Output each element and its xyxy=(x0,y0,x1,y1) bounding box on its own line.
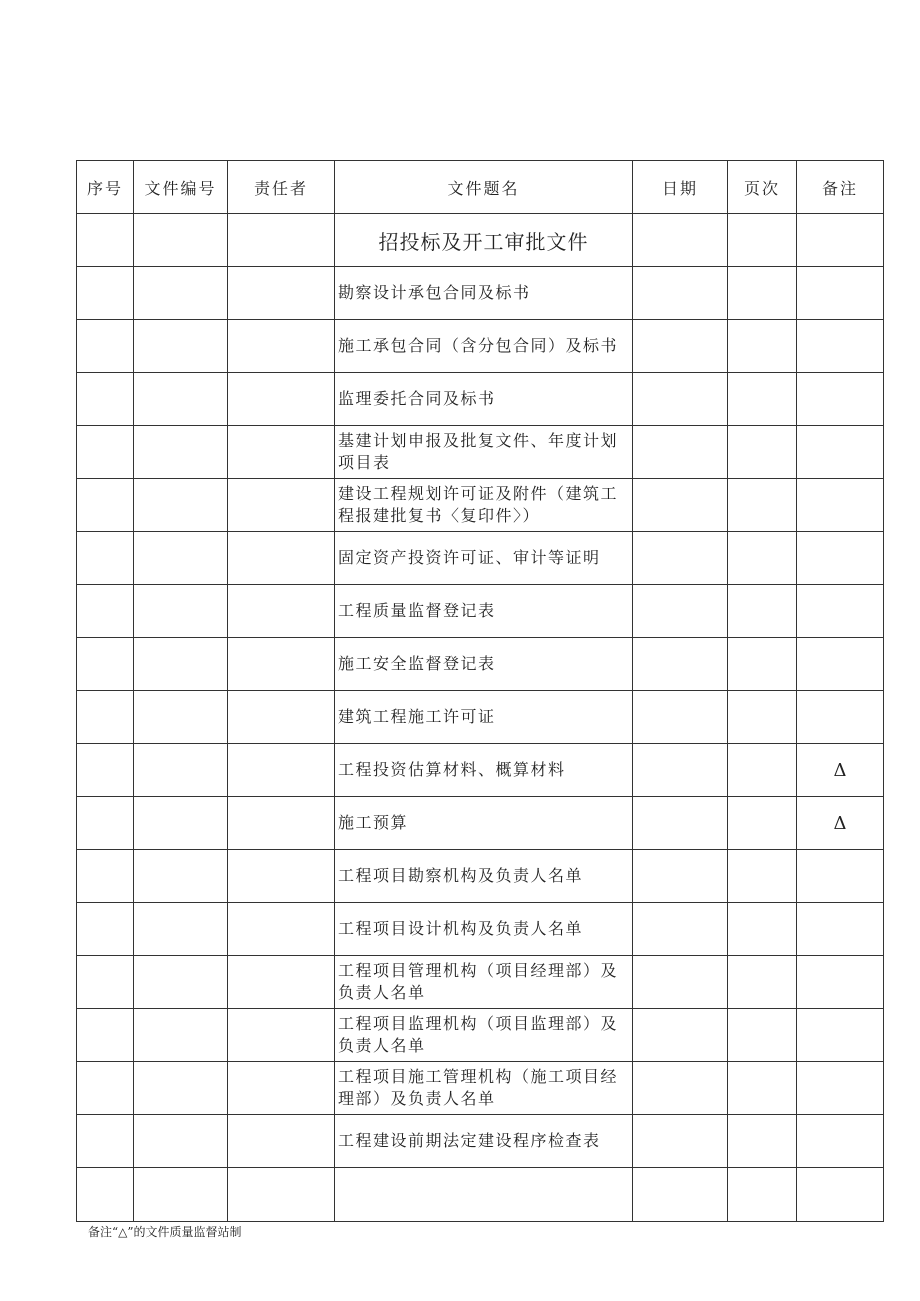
table-row xyxy=(77,479,884,532)
file-number-cell xyxy=(134,532,228,585)
responsible-cell xyxy=(228,850,335,903)
file-number-cell xyxy=(134,744,228,797)
pages-cell xyxy=(728,532,797,585)
file-number-cell xyxy=(134,1115,228,1168)
remark-cell xyxy=(797,532,884,585)
file-title-cell: 工程项目施工管理机构（施工项目经理部）及负责人名单 xyxy=(335,1062,633,1115)
pages-cell xyxy=(728,1115,797,1168)
remark-cell xyxy=(797,1168,884,1222)
pages-cell xyxy=(728,373,797,426)
responsible-cell xyxy=(228,903,335,956)
date-cell xyxy=(633,956,728,1009)
remark-cell xyxy=(797,638,884,691)
table-row xyxy=(77,903,884,956)
table-row xyxy=(77,638,884,691)
remark-cell xyxy=(797,585,884,638)
file-title-cell: 施工安全监督登记表 xyxy=(335,638,633,691)
responsible-cell xyxy=(228,532,335,585)
serial-cell xyxy=(77,214,134,267)
remark-cell xyxy=(797,1115,884,1168)
responsible-cell xyxy=(228,373,335,426)
col-header-remarks: 备注 xyxy=(797,161,884,214)
file-title-cell: 工程投资估算材料、概算材料 xyxy=(335,744,633,797)
table-row xyxy=(77,320,884,373)
responsible-cell xyxy=(228,744,335,797)
remark-cell xyxy=(797,373,884,426)
responsible-cell xyxy=(228,1115,335,1168)
file-number-cell xyxy=(134,797,228,850)
table-row xyxy=(77,585,884,638)
serial-cell xyxy=(77,1062,134,1115)
pages-cell xyxy=(728,797,797,850)
table-row xyxy=(77,1115,884,1168)
remark-cell xyxy=(797,214,884,267)
file-number-cell xyxy=(134,1009,228,1062)
table-row xyxy=(77,1062,884,1115)
file-title-cell: 基建计划申报及批复文件、年度计划项目表 xyxy=(335,426,633,479)
file-number-cell xyxy=(134,267,228,320)
serial-cell xyxy=(77,426,134,479)
date-cell xyxy=(633,691,728,744)
file-number-cell xyxy=(134,426,228,479)
date-cell xyxy=(633,585,728,638)
header-row xyxy=(77,161,884,214)
file-title-cell xyxy=(335,1168,633,1222)
section-row xyxy=(77,214,884,267)
responsible-cell xyxy=(228,1062,335,1115)
file-number-cell xyxy=(134,638,228,691)
file-title-cell: 勘察设计承包合同及标书 xyxy=(335,267,633,320)
date-cell xyxy=(633,744,728,797)
date-cell xyxy=(633,638,728,691)
table-row xyxy=(77,797,884,850)
file-title-cell: 固定资产投资许可证、审计等证明 xyxy=(335,532,633,585)
footnote: 备注“△”的文件质量监督站制 xyxy=(88,1225,242,1239)
pages-cell xyxy=(728,1168,797,1222)
file-number-cell xyxy=(134,850,228,903)
file-title-cell: 工程项目监理机构（项目监理部）及负责人名单 xyxy=(335,1009,633,1062)
date-cell xyxy=(633,850,728,903)
table-row xyxy=(77,744,884,797)
file-title-cell: 建筑工程施工许可证 xyxy=(335,691,633,744)
table-row xyxy=(77,691,884,744)
file-title-cell: 监理委托合同及标书 xyxy=(335,373,633,426)
serial-cell xyxy=(77,691,134,744)
date-cell xyxy=(633,1062,728,1115)
serial-cell xyxy=(77,532,134,585)
responsible-cell xyxy=(228,479,335,532)
responsible-cell xyxy=(228,1168,335,1222)
serial-cell xyxy=(77,1168,134,1222)
serial-cell xyxy=(77,903,134,956)
pages-cell xyxy=(728,267,797,320)
table-row xyxy=(77,373,884,426)
pages-cell xyxy=(728,1062,797,1115)
col-header-file-title: 文件题名 xyxy=(335,161,633,214)
remark-cell: Δ xyxy=(797,744,884,797)
responsible-cell xyxy=(228,638,335,691)
pages-cell xyxy=(728,320,797,373)
pages-cell xyxy=(728,638,797,691)
remark-cell xyxy=(797,691,884,744)
pages-cell xyxy=(728,903,797,956)
file-title-cell: 工程项目设计机构及负责人名单 xyxy=(335,903,633,956)
date-cell xyxy=(633,479,728,532)
remark-cell xyxy=(797,1062,884,1115)
remark-cell xyxy=(797,903,884,956)
table-row xyxy=(77,1009,884,1062)
table-row xyxy=(77,956,884,1009)
responsible-cell xyxy=(228,214,335,267)
pages-cell xyxy=(728,479,797,532)
file-number-cell xyxy=(134,1168,228,1222)
file-title-cell: 工程建设前期法定建设程序检查表 xyxy=(335,1115,633,1168)
responsible-cell xyxy=(228,426,335,479)
date-cell xyxy=(633,1168,728,1222)
file-title-cell: 工程项目管理机构（项目经理部）及负责人名单 xyxy=(335,956,633,1009)
table-row xyxy=(77,1168,884,1222)
remark-cell xyxy=(797,479,884,532)
date-cell xyxy=(633,532,728,585)
section-title: 招投标及开工审批文件 xyxy=(335,214,633,267)
serial-cell xyxy=(77,744,134,797)
serial-cell xyxy=(77,320,134,373)
pages-cell xyxy=(728,1009,797,1062)
pages-cell xyxy=(728,956,797,1009)
remark-cell xyxy=(797,956,884,1009)
col-header-file-number: 文件编号 xyxy=(134,161,228,214)
table-row xyxy=(77,532,884,585)
file-number-cell xyxy=(134,903,228,956)
responsible-cell xyxy=(228,956,335,1009)
col-header-responsible: 责任者 xyxy=(228,161,335,214)
remark-cell xyxy=(797,320,884,373)
file-title-cell: 施工承包合同（含分包合同）及标书 xyxy=(335,320,633,373)
date-cell xyxy=(633,1115,728,1168)
serial-cell xyxy=(77,797,134,850)
date-cell xyxy=(633,426,728,479)
responsible-cell xyxy=(228,691,335,744)
remark-cell xyxy=(797,426,884,479)
serial-cell xyxy=(77,1115,134,1168)
remark-cell: Δ xyxy=(797,797,884,850)
file-number-cell xyxy=(134,214,228,267)
col-header-date: 日期 xyxy=(633,161,728,214)
file-number-cell xyxy=(134,479,228,532)
responsible-cell xyxy=(228,585,335,638)
col-header-pages: 页次 xyxy=(728,161,797,214)
date-cell xyxy=(633,903,728,956)
serial-cell xyxy=(77,638,134,691)
pages-cell xyxy=(728,426,797,479)
pages-cell xyxy=(728,585,797,638)
document-index-table xyxy=(76,160,884,1222)
remark-cell xyxy=(797,850,884,903)
serial-cell xyxy=(77,585,134,638)
remark-cell xyxy=(797,267,884,320)
file-number-cell xyxy=(134,1062,228,1115)
table-row xyxy=(77,426,884,479)
table-row xyxy=(77,267,884,320)
file-title-cell: 建设工程规划许可证及附件（建筑工程报建批复书〈复印件〉） xyxy=(335,479,633,532)
date-cell xyxy=(633,1009,728,1062)
serial-cell xyxy=(77,373,134,426)
serial-cell xyxy=(77,267,134,320)
pages-cell xyxy=(728,744,797,797)
col-header-serial: 序号 xyxy=(77,161,134,214)
date-cell xyxy=(633,214,728,267)
responsible-cell xyxy=(228,267,335,320)
serial-cell xyxy=(77,956,134,1009)
date-cell xyxy=(633,267,728,320)
file-title-cell: 工程项目勘察机构及负责人名单 xyxy=(335,850,633,903)
file-number-cell xyxy=(134,691,228,744)
file-number-cell xyxy=(134,373,228,426)
file-number-cell xyxy=(134,585,228,638)
table-row xyxy=(77,850,884,903)
remark-cell xyxy=(797,1009,884,1062)
serial-cell xyxy=(77,850,134,903)
pages-cell xyxy=(728,214,797,267)
file-title-cell: 工程质量监督登记表 xyxy=(335,585,633,638)
serial-cell xyxy=(77,1009,134,1062)
date-cell xyxy=(633,797,728,850)
responsible-cell xyxy=(228,320,335,373)
date-cell xyxy=(633,373,728,426)
responsible-cell xyxy=(228,797,335,850)
file-title-cell: 施工预算 xyxy=(335,797,633,850)
pages-cell xyxy=(728,850,797,903)
file-number-cell xyxy=(134,956,228,1009)
responsible-cell xyxy=(228,1009,335,1062)
file-number-cell xyxy=(134,320,228,373)
pages-cell xyxy=(728,691,797,744)
serial-cell xyxy=(77,479,134,532)
date-cell xyxy=(633,320,728,373)
